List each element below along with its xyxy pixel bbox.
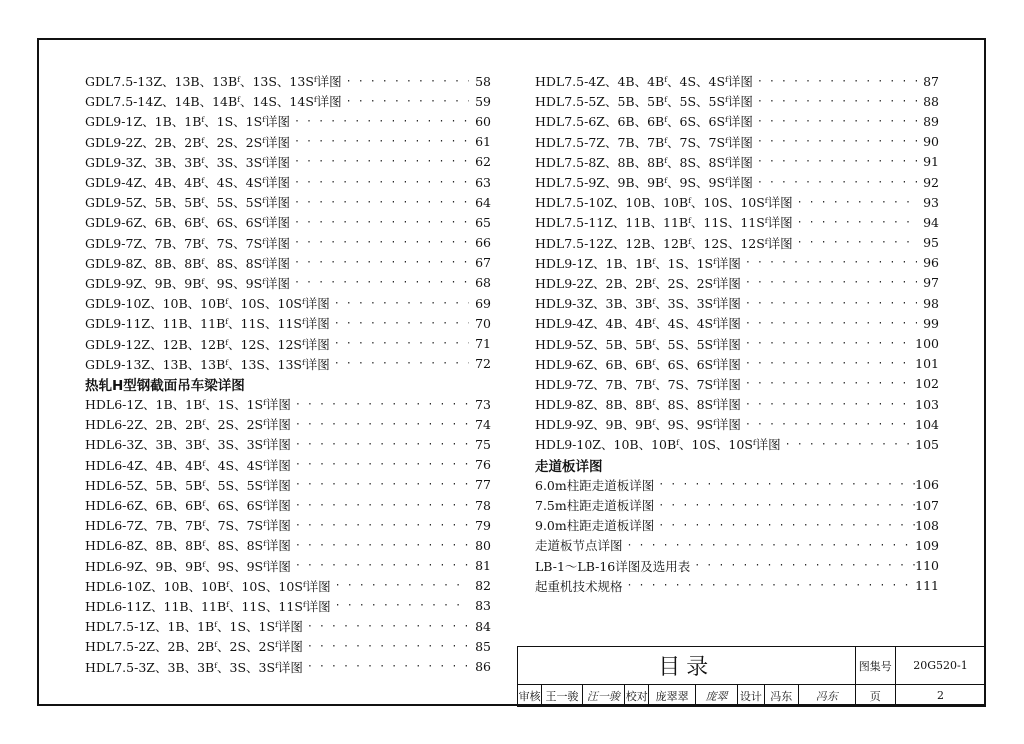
- dot-leader: [741, 338, 915, 349]
- toc-entry-page: 61: [475, 134, 491, 150]
- dot-leader: [331, 600, 469, 611]
- toc-entry-page: 77: [475, 477, 491, 493]
- dot-leader: [781, 439, 915, 450]
- toc-entry-page: 87: [923, 73, 939, 89]
- toc-entry[interactable]: [535, 132, 939, 152]
- toc-entry[interactable]: [85, 515, 491, 535]
- toc-entry-title: HDL7.5-1Z、1B、1Bᶠ、1S、1Sᶠ详图: [85, 619, 303, 635]
- toc-entry-title: HDL7.5-10Z、10B、10Bᶠ、10S、10Sᶠ详图: [535, 195, 793, 211]
- toc-entry-title: GDL9-8Z、8B、8Bᶠ、8S、8Sᶠ详图: [85, 255, 290, 271]
- toc-entry[interactable]: [535, 91, 939, 111]
- toc-entry[interactable]: [85, 253, 491, 273]
- toc-entry[interactable]: [535, 414, 939, 434]
- dot-leader: [741, 277, 917, 288]
- review-label: 审核: [518, 685, 542, 707]
- toc-entry[interactable]: [85, 636, 491, 656]
- toc-entry-page: 109: [915, 537, 939, 553]
- toc-entry-title: HDL9-3Z、3B、3Bᶠ、3S、3Sᶠ详图: [535, 296, 741, 312]
- toc-entry-page: 85: [475, 638, 491, 654]
- dot-leader: [291, 560, 469, 571]
- toc-entry-title: HDL7.5-12Z、12B、12Bᶠ、12S、12Sᶠ详图: [535, 235, 793, 251]
- dot-leader: [291, 540, 469, 551]
- dot-leader: [741, 419, 915, 430]
- dot-leader: [741, 358, 915, 369]
- reviewer-name: 王一骏: [542, 685, 582, 707]
- toc-entry-title: GDL9-9Z、9B、9Bᶠ、9S、9Sᶠ详图: [85, 275, 290, 291]
- dot-leader: [741, 257, 917, 268]
- toc-entry[interactable]: [85, 475, 491, 495]
- toc-entry-page: 60: [475, 113, 491, 129]
- toc-entry-page: 86: [475, 659, 491, 675]
- toc-entry-title: HDL9-6Z、6B、6Bᶠ、6S、6Sᶠ详图: [535, 356, 741, 372]
- dot-leader: [753, 96, 917, 107]
- checker-name: 庞翠翠: [649, 685, 695, 707]
- toc-entry-page: 79: [475, 517, 491, 533]
- reviewer-signature: 汪一骏: [582, 685, 624, 707]
- toc-entry[interactable]: [85, 132, 491, 152]
- toc-entry[interactable]: [85, 152, 491, 172]
- toc-entry-page: 72: [475, 356, 491, 372]
- toc-entry-page: 104: [915, 416, 939, 432]
- page-label: 页: [855, 685, 895, 707]
- toc-entry-title: GDL9-1Z、1B、1Bᶠ、1S、1Sᶠ详图: [85, 114, 290, 130]
- toc-entry-title: HDL7.5-11Z、11B、11Bᶠ、11S、11Sᶠ详图: [535, 215, 793, 231]
- toc-entry[interactable]: [535, 293, 939, 313]
- toc-entry-title: GDL9-11Z、11B、11Bᶠ、11S、11Sᶠ详图: [85, 316, 330, 332]
- toc-entry-page: 97: [923, 275, 939, 291]
- dot-leader: [793, 197, 917, 208]
- dot-leader: [291, 459, 469, 470]
- toc-entry[interactable]: [535, 111, 939, 131]
- toc-entry-page: 66: [475, 235, 491, 251]
- dot-leader: [623, 580, 916, 591]
- toc-entry-page: 81: [475, 558, 491, 574]
- toc-entry[interactable]: [535, 576, 939, 596]
- toc-entry-title: HDL6-3Z、3B、3Bᶠ、3S、3Sᶠ详图: [85, 437, 291, 453]
- toc-entry[interactable]: [85, 656, 491, 676]
- toc-entry-page: 64: [475, 194, 491, 210]
- toc-entry-page: 74: [475, 416, 491, 432]
- toc-left-column: [85, 71, 491, 677]
- toc-entry-page: 96: [923, 255, 939, 271]
- toc-entry-title: HDL7.5-9Z、9B、9Bᶠ、9S、9Sᶠ详图: [535, 175, 753, 191]
- toc-entry-title: GDL9-3Z、3B、3Bᶠ、3S、3Sᶠ详图: [85, 154, 290, 170]
- toc-entry[interactable]: [85, 273, 491, 293]
- toc-entry-title: HDL9-5Z、5B、5Bᶠ、5S、5Sᶠ详图: [535, 336, 741, 352]
- toc-entry-page: 92: [923, 174, 939, 190]
- dot-leader: [290, 257, 469, 268]
- toc-entry[interactable]: [85, 333, 491, 353]
- toc-entry-title: 6.0m柱距走道板详图: [535, 477, 655, 493]
- toc-entry-page: 59: [475, 93, 491, 109]
- section-heading: 热轧H型钢截面吊车梁详图: [85, 377, 245, 394]
- toc-entry-page: 88: [923, 93, 939, 109]
- dot-leader: [654, 500, 915, 511]
- toc-entry-title: GDL9-13Z、13B、13Bᶠ、13S、13Sᶠ详图: [85, 356, 330, 372]
- toc-entry-title: HDL7.5-8Z、8B、8Bᶠ、8S、8Sᶠ详图: [535, 154, 753, 170]
- toc-entry-page: 99: [923, 315, 939, 331]
- dot-leader: [623, 540, 916, 551]
- toc-entry-title: 7.5m柱距走道板详图: [535, 498, 655, 514]
- toc-entry[interactable]: [85, 91, 491, 111]
- toc-entry[interactable]: [535, 172, 939, 192]
- sheet-title: 目录: [518, 647, 856, 685]
- dot-leader: [741, 298, 917, 309]
- toc-entry-page: 98: [923, 295, 939, 311]
- toc-entry[interactable]: [535, 475, 939, 495]
- toc-entry-title: HDL6-11Z、11B、11Bᶠ、11S、11Sᶠ详图: [85, 598, 331, 614]
- toc-entry-title: HDL9-4Z、4B、4Bᶠ、4S、4Sᶠ详图: [535, 316, 741, 332]
- toc-entry[interactable]: [535, 273, 939, 293]
- toc-entry-page: 108: [915, 517, 939, 533]
- toc-entry-title: GDL9-10Z、10B、10Bᶠ、10S、10Sᶠ详图: [85, 296, 330, 312]
- toc-entry[interactable]: [535, 192, 939, 212]
- toc-entry-title: HDL9-10Z、10B、10Bᶠ、10S、10Sᶠ详图: [535, 437, 781, 453]
- toc-entry-page: 58: [475, 73, 491, 89]
- dot-leader: [303, 661, 469, 672]
- toc-entry[interactable]: [85, 233, 491, 253]
- dot-leader: [303, 641, 469, 652]
- toc-entry[interactable]: [85, 455, 491, 475]
- dot-leader: [741, 318, 917, 329]
- toc-entry[interactable]: [535, 71, 939, 91]
- toc-entry-title: HDL9-7Z、7B、7Bᶠ、7S、7Sᶠ详图: [535, 376, 741, 392]
- designer-signature: 冯东: [798, 685, 855, 707]
- dot-leader: [291, 479, 469, 490]
- toc-entry-title: HDL7.5-3Z、3B、3Bᶠ、3S、3Sᶠ详图: [85, 659, 303, 675]
- toc-entry[interactable]: [85, 535, 491, 555]
- toc-entry[interactable]: [535, 233, 939, 253]
- dot-leader: [331, 580, 469, 591]
- dot-leader: [290, 177, 469, 188]
- toc-entry-page: 105: [915, 436, 939, 452]
- toc-entry-title: GDL9-5Z、5B、5Bᶠ、5S、5Sᶠ详图: [85, 195, 290, 211]
- dot-leader: [753, 156, 917, 167]
- dot-leader: [793, 217, 917, 228]
- designer-name: 冯东: [764, 685, 798, 707]
- toc-entry-title: HDL6-9Z、9B、9Bᶠ、9S、9Sᶠ详图: [85, 558, 291, 574]
- toc-entry-title: HDL7.5-6Z、6B、6Bᶠ、6S、6Sᶠ详图: [535, 114, 753, 130]
- toc-entry[interactable]: [535, 253, 939, 273]
- checker-signature: 庞翠: [695, 685, 737, 707]
- dot-leader: [342, 96, 469, 107]
- toc-entry-page: 106: [915, 477, 939, 493]
- toc-entry-page: 102: [915, 376, 939, 392]
- toc-entry[interactable]: [535, 556, 939, 576]
- dot-leader: [342, 76, 469, 87]
- toc-entry-title: HDL6-5Z、5B、5Bᶠ、5S、5Sᶠ详图: [85, 477, 291, 493]
- toc-entry-page: 94: [923, 214, 939, 230]
- toc-entry-page: 67: [475, 255, 491, 271]
- toc-entry-title: HDL7.5-7Z、7B、7Bᶠ、7S、7Sᶠ详图: [535, 134, 753, 150]
- dot-leader: [290, 237, 469, 248]
- dot-leader: [290, 116, 469, 127]
- toc-entry-title: 走道板节点详图: [535, 538, 623, 554]
- toc-entry-page: 68: [475, 275, 491, 291]
- toc-entry[interactable]: [535, 333, 939, 353]
- toc-entry-title: GDL9-7Z、7B、7Bᶠ、7S、7Sᶠ详图: [85, 235, 290, 251]
- dot-leader: [290, 277, 469, 288]
- toc-entry-title: HDL7.5-5Z、5B、5Bᶠ、5S、5Sᶠ详图: [535, 94, 753, 110]
- toc-entry[interactable]: [535, 535, 939, 555]
- toc-entry[interactable]: [535, 313, 939, 333]
- dot-leader: [291, 500, 469, 511]
- dot-leader: [291, 399, 469, 410]
- toc-entry-title: HDL6-7Z、7B、7Bᶠ、7S、7Sᶠ详图: [85, 518, 291, 534]
- toc-entry[interactable]: [85, 71, 491, 91]
- toc-entry-title: 起重机技术规格: [535, 578, 623, 594]
- dot-leader: [330, 358, 469, 369]
- toc-entry-title: HDL6-10Z、10B、10Bᶠ、10S、10Sᶠ详图: [85, 578, 331, 594]
- dot-leader: [290, 197, 469, 208]
- toc-entry[interactable]: [85, 596, 491, 616]
- toc-entry-page: 75: [475, 436, 491, 452]
- dot-leader: [753, 177, 917, 188]
- dot-leader: [291, 439, 469, 450]
- check-label: 校对: [625, 685, 649, 707]
- toc-entry-title: GDL9-4Z、4B、4Bᶠ、4S、4Sᶠ详图: [85, 175, 290, 191]
- dot-leader: [291, 419, 469, 430]
- atlas-number-label: 图集号: [855, 647, 895, 685]
- toc-entry[interactable]: [535, 394, 939, 414]
- toc-entry-title: HDL9-1Z、1B、1Bᶠ、1S、1Sᶠ详图: [535, 255, 741, 271]
- title-block-table: [517, 646, 986, 707]
- toc-entry-page: 84: [475, 618, 491, 634]
- toc-entry-title: HDL9-2Z、2B、2Bᶠ、2S、2Sᶠ详图: [535, 275, 741, 291]
- toc-entry-page: 69: [475, 295, 491, 311]
- toc-entry-page: 83: [475, 598, 491, 614]
- toc-entry-page: 93: [923, 194, 939, 210]
- toc-entry-title: HDL9-9Z、9B、9Bᶠ、9S、9Sᶠ详图: [535, 417, 741, 433]
- page-number: 2: [895, 685, 985, 707]
- toc-entry-title: GDL7.5-13Z、13B、13Bᶠ、13S、13Sᶠ详图: [85, 74, 342, 90]
- toc-entry-title: GDL7.5-14Z、14B、14Bᶠ、14S、14Sᶠ详图: [85, 94, 342, 110]
- dot-leader: [291, 520, 469, 531]
- toc-entry[interactable]: [85, 192, 491, 212]
- toc-entry[interactable]: [85, 354, 491, 374]
- toc-entry-title: GDL9-2Z、2B、2Bᶠ、2S、2Sᶠ详图: [85, 134, 290, 150]
- toc-entry-title: HDL7.5-4Z、4B、4Bᶠ、4S、4Sᶠ详图: [535, 74, 753, 90]
- toc-entry-title: HDL6-2Z、2B、2Bᶠ、2S、2Sᶠ详图: [85, 417, 291, 433]
- toc-entry-page: 80: [475, 537, 491, 553]
- toc-entry[interactable]: [85, 414, 491, 434]
- toc-entry-page: 82: [475, 578, 491, 594]
- toc-entry-title: HDL6-4Z、4B、4Bᶠ、4S、4Sᶠ详图: [85, 457, 291, 473]
- dot-leader: [753, 136, 917, 147]
- design-label: 设计: [738, 685, 764, 707]
- toc-entry-title: HDL6-6Z、6B、6Bᶠ、6S、6Sᶠ详图: [85, 498, 291, 514]
- dot-leader: [290, 156, 469, 167]
- dot-leader: [741, 399, 915, 410]
- toc-entry-page: 90: [923, 134, 939, 150]
- toc-entry-title: HDL6-1Z、1B、1Bᶠ、1S、1Sᶠ详图: [85, 397, 291, 413]
- dot-leader: [690, 560, 915, 571]
- dot-leader: [330, 318, 469, 329]
- dot-leader: [654, 520, 915, 531]
- toc-entry-page: 100: [915, 336, 939, 352]
- toc-entry-page: 111: [915, 578, 939, 594]
- toc-right-column: [535, 71, 939, 596]
- toc-entry-page: 76: [475, 457, 491, 473]
- toc-entry-page: 73: [475, 396, 491, 412]
- toc-entry-page: 101: [915, 356, 939, 372]
- toc-entry[interactable]: [85, 313, 491, 333]
- toc-entry-title: GDL9-6Z、6B、6Bᶠ、6S、6Sᶠ详图: [85, 215, 290, 231]
- toc-entry-title: 9.0m柱距走道板详图: [535, 518, 655, 534]
- toc-entry[interactable]: [85, 212, 491, 232]
- atlas-number: 20G520-1: [895, 647, 985, 685]
- toc-entry[interactable]: [85, 394, 491, 414]
- toc-entry-page: 71: [475, 336, 491, 352]
- toc-entry[interactable]: [85, 616, 491, 636]
- toc-entry-page: 91: [923, 154, 939, 170]
- toc-entry[interactable]: [535, 152, 939, 172]
- toc-entry[interactable]: [535, 495, 939, 515]
- toc-entry-page: 70: [475, 315, 491, 331]
- toc-entry-title: HDL9-8Z、8B、8Bᶠ、8S、8Sᶠ详图: [535, 397, 741, 413]
- toc-entry[interactable]: [85, 556, 491, 576]
- toc-entry[interactable]: [85, 434, 491, 454]
- title-block: [517, 646, 986, 706]
- dot-leader: [290, 217, 469, 228]
- toc-entry-page: 62: [475, 154, 491, 170]
- toc-entry[interactable]: [85, 495, 491, 515]
- dot-leader: [753, 116, 917, 127]
- toc-entry-title: GDL9-12Z、12B、12Bᶠ、12S、12Sᶠ详图: [85, 336, 330, 352]
- dot-leader: [303, 621, 469, 632]
- toc-entry-page: 65: [475, 214, 491, 230]
- toc-entry[interactable]: [535, 212, 939, 232]
- toc-entry-page: 78: [475, 497, 491, 513]
- dot-leader: [330, 338, 469, 349]
- dot-leader: [654, 479, 915, 490]
- toc-entry-page: 103: [915, 396, 939, 412]
- toc-entry-page: 63: [475, 174, 491, 190]
- toc-entry-title: HDL6-8Z、8B、8Bᶠ、8S、8Sᶠ详图: [85, 538, 291, 554]
- toc-entry[interactable]: [535, 515, 939, 535]
- dot-leader: [330, 298, 469, 309]
- toc-entry[interactable]: [85, 111, 491, 131]
- section-heading: 走道板详图: [535, 458, 603, 475]
- toc-entry[interactable]: [85, 172, 491, 192]
- toc-entry-page: 107: [915, 497, 939, 513]
- dot-leader: [290, 136, 469, 147]
- toc-entry-title: HDL7.5-2Z、2B、2Bᶠ、2S、2Sᶠ详图: [85, 639, 303, 655]
- toc-entry-title: LB-1～LB-16详图及选用表: [535, 558, 691, 574]
- toc-entry[interactable]: [535, 434, 939, 454]
- toc-entry[interactable]: [535, 374, 939, 394]
- dot-leader: [741, 378, 915, 389]
- toc-entry[interactable]: [85, 293, 491, 313]
- toc-entry-page: 89: [923, 113, 939, 129]
- dot-leader: [793, 237, 917, 248]
- toc-entry-page: 95: [923, 235, 939, 251]
- toc-entry[interactable]: [85, 576, 491, 596]
- toc-entry[interactable]: [535, 354, 939, 374]
- toc-entry-page: 110: [915, 558, 939, 574]
- dot-leader: [753, 76, 917, 87]
